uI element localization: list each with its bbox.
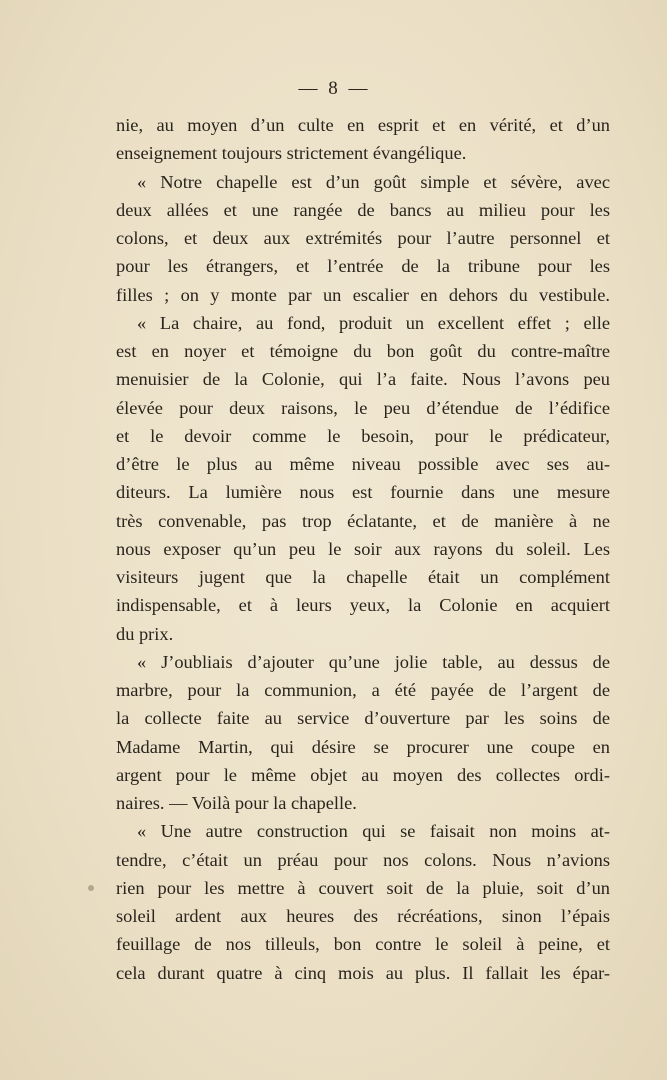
- text-line: naires. — Voilà pour la chapelle.: [116, 793, 357, 813]
- text-line: « Une autre construction qui se faisait non moins at-: [137, 821, 610, 842]
- text-line: très convenable, pas trop éclatante, et de manière à ne: [116, 510, 610, 531]
- text-line: argent pour le même objet au moyen des collectes ordi-: [116, 764, 610, 785]
- text-line: soleil ardent aux heures des récréations, sinon l’épais: [116, 906, 610, 926]
- ink-spot: [88, 885, 94, 891]
- text-line: visiteurs jugent que la chapelle était un complément: [116, 567, 610, 587]
- text-line: nous exposer qu’un peu le soir aux rayons du soleil. Les: [116, 538, 610, 559]
- text-line: pour les étrangers, et l’entrée de la tribune pour les: [116, 256, 610, 277]
- text-line: « J’oubliais d’ajouter qu’une jolie table, au dessus de: [137, 651, 610, 672]
- text-line: Madame Martin, qui désire se procurer une coupe en: [116, 736, 610, 757]
- page-number: — 8 —: [298, 78, 369, 99]
- text-line: rien pour les mettre à couvert soit de la pluie, soit d’un: [116, 877, 610, 898]
- text-line: deux allées et une rangée de bancs au milieu pour les: [116, 199, 610, 220]
- text-line: enseignement toujours strictement évangélique.: [116, 143, 467, 164]
- text-line: colons, et deux aux extrémités pour l’autre personnel et: [116, 228, 610, 248]
- text-line: feuillage de nos tilleuls, bon contre le soleil à peine, et: [116, 934, 610, 955]
- text-line: filles ; on y monte par un escalier en dehors du vestibule.: [116, 284, 610, 305]
- text-line: « Notre chapelle est d’un goût simple et sévère, avec: [137, 171, 610, 192]
- body-text: [116, 111, 610, 987]
- text-line: « La chaire, au fond, produit un excellent effet ; elle: [137, 312, 610, 333]
- text-line: et le devoir comme le besoin, pour le prédicateur,: [116, 425, 610, 446]
- text-line: d’être le plus au même niveau possible avec ses au-: [116, 454, 610, 474]
- text-line: est en noyer et témoigne du bon goût du contre-maître: [116, 341, 610, 361]
- text-line: la collecte faite au service d’ouverture par les soins de: [116, 708, 610, 729]
- text-line: du prix.: [116, 623, 174, 644]
- text-line: tendre, c’était un préau pour nos colons. Nous n’avions: [116, 849, 610, 870]
- text-line: cela durant quatre à cinq mois au plus. Il fallait les épar-: [116, 962, 610, 983]
- text-line: nie, au moyen d’un culte en esprit et en vérité, et d’un: [116, 115, 610, 135]
- text-line: élevée pour deux raisons, le peu d’étendue de l’édifice: [116, 397, 610, 418]
- text-line: indispensable, et à leurs yeux, la Colonie en acquiert: [116, 595, 610, 616]
- text-line: menuisier de la Colonie, qui l’a faite. Nous l’avons peu: [116, 369, 610, 390]
- text-line: marbre, pour la communion, a été payée de l’argent de: [116, 680, 610, 700]
- text-line: diteurs. La lumière nous est fournie dans une mesure: [116, 482, 610, 503]
